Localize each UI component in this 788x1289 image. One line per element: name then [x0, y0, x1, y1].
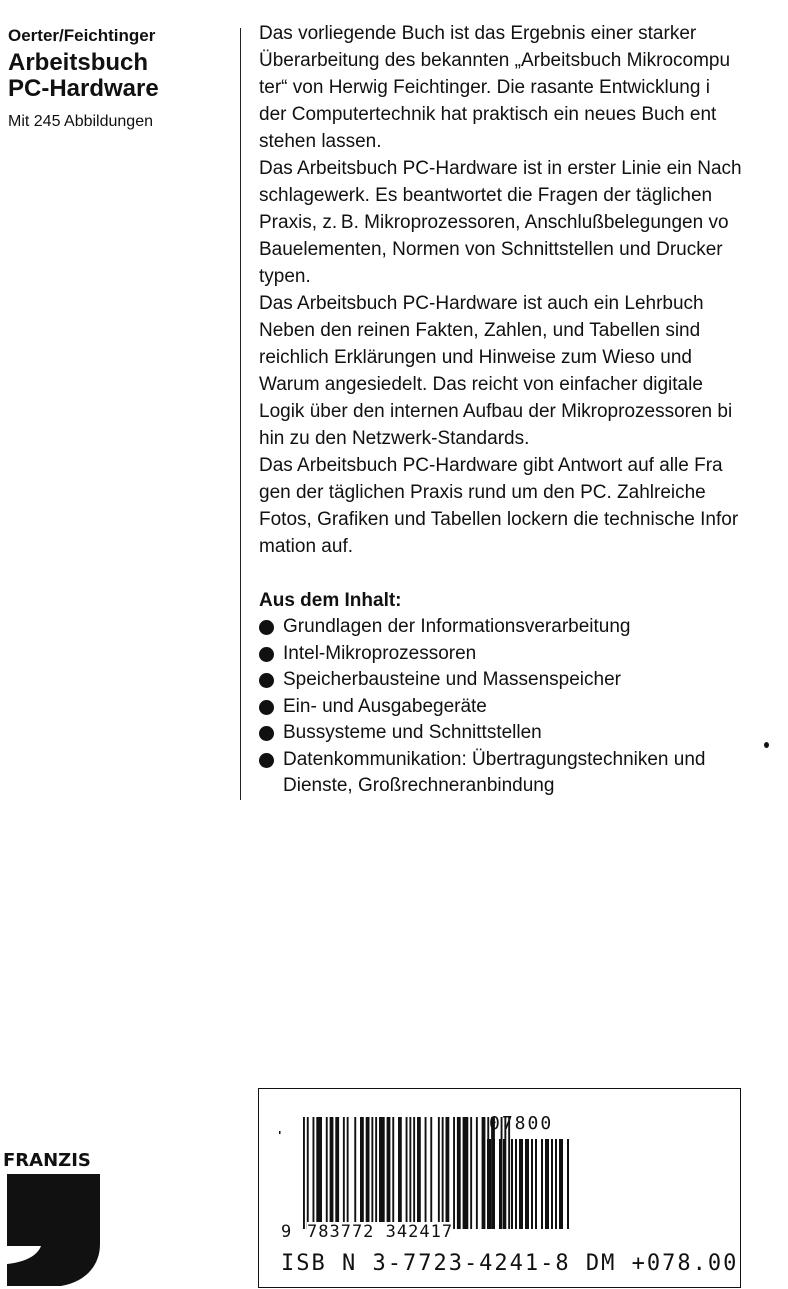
barcode-bar — [511, 1139, 513, 1229]
bullet-icon — [259, 726, 274, 741]
barcode-bar — [343, 1117, 345, 1229]
barcode-bar — [515, 1139, 517, 1229]
barcode-bar — [476, 1117, 478, 1229]
barcode-bar — [303, 1117, 305, 1229]
barcode-bar — [519, 1139, 523, 1229]
barcode-bar — [313, 1117, 315, 1229]
barcode-bar — [387, 1117, 391, 1229]
blurb-column — [259, 20, 788, 800]
book-title — [8, 50, 233, 102]
publisher-comma-icon — [3, 1174, 103, 1286]
list-item — [259, 694, 788, 721]
ean13-barcode — [303, 1117, 510, 1229]
text-line: Logik über den internen Aufbau der Mikroprozessoren bi — [259, 401, 733, 422]
text-line: schlagewerk. Es beantwortet die Fragen der täglichen — [259, 185, 713, 206]
barcode-bar — [551, 1139, 553, 1229]
book-info-column — [8, 26, 233, 132]
barcode-digits: 783772 342417 — [307, 1222, 454, 1242]
barcode-bar — [541, 1139, 543, 1229]
barcode-bar — [525, 1139, 529, 1229]
barcode-bar — [335, 1117, 339, 1229]
text-line: Das Arbeitsbuch PC-Hardware gibt Antwort auf alle Fra — [259, 455, 723, 476]
barcode-bar — [366, 1117, 370, 1229]
barcode-bar — [493, 1139, 495, 1229]
isbn-price-line: ISB N 3-7723-4241-8 DM +078.00 — [281, 1251, 739, 1276]
barcode-bar — [425, 1117, 427, 1229]
list-item-label: Bussysteme und Schnittstellen — [283, 722, 542, 743]
book-title-line2: PC-Hardware — [8, 75, 159, 102]
barcode-bar — [330, 1117, 334, 1229]
publisher-logo — [3, 1150, 103, 1284]
price-addon-barcode — [483, 1139, 569, 1229]
text-line: Das vorliegende Buch ist das Ergebnis einer starker — [259, 23, 697, 44]
barcode-bar — [371, 1117, 373, 1229]
text-line: Praxis, z. B. Mikroprozessoren, Anschlußbelegungen vo — [259, 212, 729, 233]
barcode-bar — [326, 1117, 328, 1229]
text-line: der Computertechnik hat praktisch ein neues Buch ent — [259, 104, 717, 125]
registration-tick — [279, 1131, 281, 1134]
list-item-label: Ein- und Ausgabegeräte — [283, 695, 487, 717]
barcode-bar — [499, 1139, 501, 1229]
bullet-icon — [259, 700, 274, 715]
barcode-bar — [531, 1139, 533, 1229]
publisher-name: FRANZIS — [3, 1150, 91, 1171]
barcode-panel — [258, 1088, 741, 1288]
barcode-bar — [375, 1117, 377, 1229]
text-line: Bauelementen, Normen von Schnittstellen und Drucker — [259, 239, 723, 260]
barcode-bar — [307, 1117, 309, 1229]
book-title-line1: Arbeitsbuch — [8, 49, 149, 76]
list-item-label: Datenkommunikation: Übertragungstechniken und — [283, 748, 706, 770]
barcode-bar — [413, 1117, 415, 1229]
barcode-bar — [398, 1117, 402, 1229]
barcode-bar — [567, 1139, 569, 1229]
barcode-bar — [446, 1117, 450, 1229]
list-item — [259, 614, 788, 641]
text-line: hin zu den Netzwerk-Standards. — [259, 428, 530, 449]
list-item-label: Intel-Mikroprozessoren — [283, 642, 477, 664]
list-item-label: Grundlagen der Informationsverarbeitung — [283, 616, 631, 637]
barcode-bar — [392, 1117, 394, 1229]
barcode-bar — [545, 1139, 549, 1229]
text-line: reichlich Erklärungen und Hinweise zum Wieso und — [259, 347, 692, 368]
barcode-bar — [430, 1117, 432, 1229]
barcode-lead-digit: 9 — [281, 1222, 293, 1242]
text-line: Das Arbeitsbuch PC-Hardware ist auch ein Lehrbuch — [259, 293, 704, 314]
column-divider — [240, 28, 241, 800]
list-item-label: Speicherbausteine und Massenspeicher — [283, 669, 621, 690]
barcode-bar — [503, 1139, 505, 1229]
barcode-bar — [316, 1117, 322, 1229]
contents-heading: Aus dem Inhalt: — [259, 590, 402, 611]
list-item-continuation: Dienste, Großrechneranbindung — [283, 775, 555, 796]
list-item — [259, 641, 788, 668]
text-line: stehen lassen. — [259, 131, 382, 152]
list-item — [259, 667, 788, 694]
barcode-bar — [438, 1117, 440, 1229]
barcode-bar — [487, 1139, 491, 1229]
bullet-icon — [259, 620, 274, 635]
text-line: ter“ von Herwig Feichtinger. Die rasante Entwicklung i — [259, 77, 710, 98]
authors: Oerter/Feichtinger — [8, 26, 156, 45]
barcode-bar — [409, 1117, 411, 1229]
addon-digits: 07800 — [489, 1113, 554, 1134]
barcode-bar — [555, 1139, 557, 1229]
bullet-icon — [259, 673, 274, 688]
barcode-bar — [379, 1117, 385, 1229]
ink-speck — [764, 742, 769, 748]
text-line: Überarbeitung des bekannten „Arbeitsbuch Mikrocompu — [259, 50, 731, 71]
barcode-bar — [354, 1117, 356, 1229]
bullet-icon — [259, 753, 274, 768]
blurb-paragraph-2 — [259, 155, 788, 290]
barcode-bar — [442, 1117, 444, 1229]
bullet-icon — [259, 647, 274, 662]
text-line: Fotos, Grafiken und Tabellen lockern die technische Infor — [259, 509, 739, 530]
text-line: gen der täglichen Praxis rund um den PC. Zahlreiche — [259, 482, 706, 503]
barcode-bar — [360, 1117, 364, 1229]
barcode-bar — [535, 1139, 537, 1229]
barcode-bar — [559, 1139, 563, 1229]
list-item — [259, 747, 788, 800]
blurb-paragraph-1 — [259, 20, 788, 155]
subtitle: Mit 245 Abbildungen — [8, 113, 153, 130]
blurb-paragraph-4 — [259, 452, 788, 560]
blurb-paragraph-3 — [259, 290, 788, 452]
barcode-bar — [417, 1117, 421, 1229]
text-line: typen. — [259, 266, 311, 287]
barcode-bar — [457, 1117, 461, 1229]
text-line: mation auf. — [259, 536, 353, 557]
text-line: Warum angesiedelt. Das reicht von einfacher digitale — [259, 374, 703, 395]
text-line: Das Arbeitsbuch PC-Hardware ist in erster Linie ein Nach — [259, 158, 742, 179]
list-item — [259, 720, 788, 747]
barcode-bar — [470, 1117, 472, 1229]
contents-list — [259, 614, 788, 800]
text-line: Neben den reinen Fakten, Zahlen, und Tabellen sind — [259, 320, 701, 341]
barcode-bar — [483, 1139, 485, 1229]
barcode-bar — [406, 1117, 408, 1229]
barcode-bar — [347, 1117, 349, 1229]
barcode-bar — [463, 1117, 469, 1229]
barcode-bar — [453, 1117, 455, 1229]
